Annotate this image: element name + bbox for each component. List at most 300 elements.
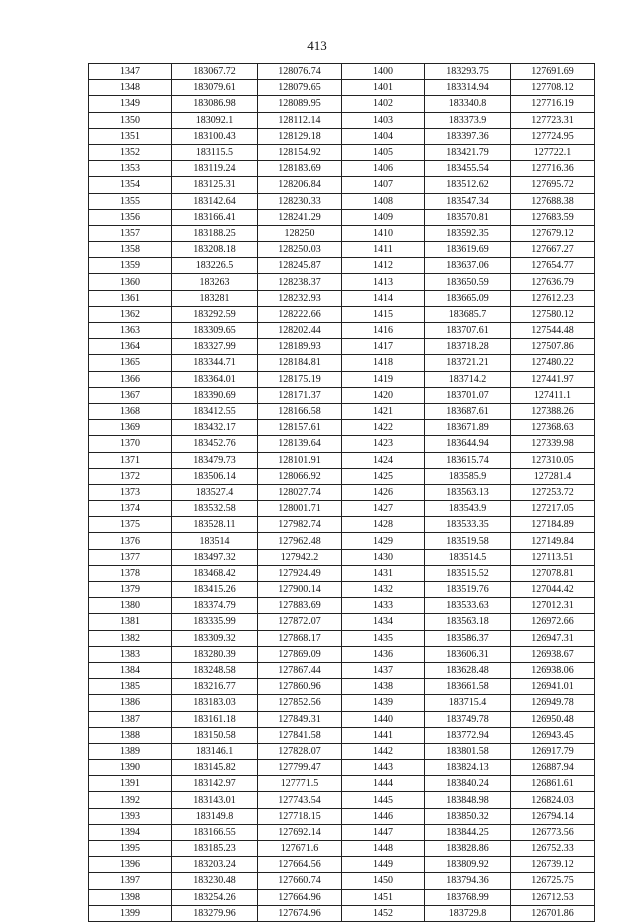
point-number-cell: 1411: [342, 242, 425, 258]
y-coordinate-cell: 127544.48: [511, 323, 595, 339]
table-row: [89, 323, 595, 339]
point-number-cell: 1404: [342, 128, 425, 144]
point-number-cell: 1408: [342, 193, 425, 209]
point-number-cell: 1371: [89, 452, 172, 468]
x-coordinate-cell: 183166.55: [172, 824, 258, 840]
x-coordinate-cell: 183586.37: [425, 630, 511, 646]
point-number-cell: 1365: [89, 355, 172, 371]
point-number-cell: 1397: [89, 873, 172, 889]
table-row: [89, 355, 595, 371]
x-coordinate-cell: 183661.58: [425, 679, 511, 695]
point-number-cell: 1427: [342, 501, 425, 517]
point-number-cell: 1405: [342, 144, 425, 160]
y-coordinate-cell: 127716.19: [511, 96, 595, 112]
y-coordinate-cell: 128079.65: [258, 80, 342, 96]
x-coordinate-cell: 183432.17: [172, 420, 258, 436]
table-row: [89, 112, 595, 128]
y-coordinate-cell: 127695.72: [511, 177, 595, 193]
table-row: [89, 873, 595, 889]
y-coordinate-cell: 128001.71: [258, 501, 342, 517]
x-coordinate-cell: 183254.26: [172, 889, 258, 905]
x-coordinate-cell: 183650.59: [425, 274, 511, 290]
point-number-cell: 1414: [342, 290, 425, 306]
y-coordinate-cell: 127962.48: [258, 533, 342, 549]
table-row: [89, 161, 595, 177]
table-row: [89, 679, 595, 695]
point-number-cell: 1363: [89, 323, 172, 339]
x-coordinate-cell: 183479.73: [172, 452, 258, 468]
x-coordinate-cell: 183314.94: [425, 80, 511, 96]
x-coordinate-cell: 183161.18: [172, 711, 258, 727]
table-row: [89, 290, 595, 306]
point-number-cell: 1383: [89, 646, 172, 662]
table-row: [89, 387, 595, 403]
y-coordinate-cell: 126773.56: [511, 824, 595, 840]
point-number-cell: 1419: [342, 371, 425, 387]
y-coordinate-cell: 126938.06: [511, 662, 595, 678]
table-row: [89, 857, 595, 873]
x-coordinate-cell: 183230.48: [172, 873, 258, 889]
point-number-cell: 1445: [342, 792, 425, 808]
table-row: [89, 501, 595, 517]
x-coordinate-cell: 183226.5: [172, 258, 258, 274]
point-number-cell: 1443: [342, 760, 425, 776]
x-coordinate-cell: 183563.18: [425, 614, 511, 630]
x-coordinate-cell: 183115.5: [172, 144, 258, 160]
point-number-cell: 1374: [89, 501, 172, 517]
x-coordinate-cell: 183563.13: [425, 484, 511, 500]
point-number-cell: 1439: [342, 695, 425, 711]
point-number-cell: 1377: [89, 549, 172, 565]
x-coordinate-cell: 183850.32: [425, 808, 511, 824]
point-number-cell: 1401: [342, 80, 425, 96]
table-row: [89, 598, 595, 614]
y-coordinate-cell: 127217.05: [511, 501, 595, 517]
point-number-cell: 1354: [89, 177, 172, 193]
x-coordinate-cell: 183145.82: [172, 760, 258, 776]
y-coordinate-cell: 127012.31: [511, 598, 595, 614]
y-coordinate-cell: 127654.77: [511, 258, 595, 274]
point-number-cell: 1425: [342, 468, 425, 484]
y-coordinate-cell: 127883.69: [258, 598, 342, 614]
point-number-cell: 1372: [89, 468, 172, 484]
point-number-cell: 1393: [89, 808, 172, 824]
point-number-cell: 1384: [89, 662, 172, 678]
y-coordinate-cell: 126861.61: [511, 776, 595, 792]
x-coordinate-cell: 183715.4: [425, 695, 511, 711]
point-number-cell: 1424: [342, 452, 425, 468]
x-coordinate-cell: 183628.48: [425, 662, 511, 678]
x-coordinate-cell: 183327.99: [172, 339, 258, 355]
x-coordinate-cell: 183421.79: [425, 144, 511, 160]
point-number-cell: 1362: [89, 306, 172, 322]
y-coordinate-cell: 127942.2: [258, 549, 342, 565]
point-number-cell: 1416: [342, 323, 425, 339]
x-coordinate-cell: 183146.1: [172, 743, 258, 759]
x-coordinate-cell: 183143.01: [172, 792, 258, 808]
x-coordinate-cell: 183794.36: [425, 873, 511, 889]
point-number-cell: 1444: [342, 776, 425, 792]
table-row: [89, 306, 595, 322]
x-coordinate-cell: 183533.35: [425, 517, 511, 533]
point-number-cell: 1373: [89, 484, 172, 500]
table-row: [89, 776, 595, 792]
x-coordinate-cell: 183119.24: [172, 161, 258, 177]
point-number-cell: 1370: [89, 436, 172, 452]
table-row: [89, 533, 595, 549]
x-coordinate-cell: 183263: [172, 274, 258, 290]
y-coordinate-cell: 127636.79: [511, 274, 595, 290]
point-number-cell: 1438: [342, 679, 425, 695]
point-number-cell: 1448: [342, 841, 425, 857]
x-coordinate-cell: 183183.03: [172, 695, 258, 711]
point-number-cell: 1452: [342, 905, 425, 921]
y-coordinate-cell: 128202.44: [258, 323, 342, 339]
y-coordinate-cell: 128129.18: [258, 128, 342, 144]
point-number-cell: 1410: [342, 225, 425, 241]
x-coordinate-cell: 183527.4: [172, 484, 258, 500]
y-coordinate-cell: 127743.54: [258, 792, 342, 808]
x-coordinate-cell: 183125.31: [172, 177, 258, 193]
point-number-cell: 1449: [342, 857, 425, 873]
point-number-cell: 1412: [342, 258, 425, 274]
y-coordinate-cell: 128183.69: [258, 161, 342, 177]
x-coordinate-cell: 183142.64: [172, 193, 258, 209]
table-row: [89, 582, 595, 598]
point-number-cell: 1395: [89, 841, 172, 857]
y-coordinate-cell: 128076.74: [258, 64, 342, 80]
x-coordinate-cell: 183547.34: [425, 193, 511, 209]
y-coordinate-cell: 127253.72: [511, 484, 595, 500]
point-number-cell: 1381: [89, 614, 172, 630]
y-coordinate-cell: 128222.66: [258, 306, 342, 322]
y-coordinate-cell: 126917.79: [511, 743, 595, 759]
point-number-cell: 1407: [342, 177, 425, 193]
y-coordinate-cell: 127982.74: [258, 517, 342, 533]
table-row: [89, 144, 595, 160]
y-coordinate-cell: 127149.84: [511, 533, 595, 549]
x-coordinate-cell: 183644.94: [425, 436, 511, 452]
point-number-cell: 1413: [342, 274, 425, 290]
y-coordinate-cell: 127828.07: [258, 743, 342, 759]
x-coordinate-cell: 183840.24: [425, 776, 511, 792]
x-coordinate-cell: 183344.71: [172, 355, 258, 371]
point-number-cell: 1375: [89, 517, 172, 533]
y-coordinate-cell: 127580.12: [511, 306, 595, 322]
y-coordinate-cell: 128171.37: [258, 387, 342, 403]
table-row: [89, 64, 595, 80]
y-coordinate-cell: 127708.12: [511, 80, 595, 96]
point-number-cell: 1436: [342, 646, 425, 662]
point-number-cell: 1391: [89, 776, 172, 792]
x-coordinate-cell: 183707.61: [425, 323, 511, 339]
x-coordinate-cell: 183092.1: [172, 112, 258, 128]
x-coordinate-cell: 183768.99: [425, 889, 511, 905]
point-number-cell: 1420: [342, 387, 425, 403]
point-number-cell: 1396: [89, 857, 172, 873]
point-number-cell: 1359: [89, 258, 172, 274]
point-number-cell: 1357: [89, 225, 172, 241]
y-coordinate-cell: 126725.75: [511, 873, 595, 889]
y-coordinate-cell: 127691.69: [511, 64, 595, 80]
y-coordinate-cell: 127722.1: [511, 144, 595, 160]
table-row: [89, 695, 595, 711]
y-coordinate-cell: 127660.74: [258, 873, 342, 889]
point-number-cell: 1399: [89, 905, 172, 921]
x-coordinate-cell: 183455.54: [425, 161, 511, 177]
x-coordinate-cell: 183749.78: [425, 711, 511, 727]
x-coordinate-cell: 183685.7: [425, 306, 511, 322]
table-row: [89, 662, 595, 678]
y-coordinate-cell: 127679.12: [511, 225, 595, 241]
y-coordinate-cell: 127664.56: [258, 857, 342, 873]
x-coordinate-cell: 183340.8: [425, 96, 511, 112]
point-number-cell: 1447: [342, 824, 425, 840]
x-coordinate-cell: 183149.8: [172, 808, 258, 824]
point-number-cell: 1432: [342, 582, 425, 598]
point-number-cell: 1430: [342, 549, 425, 565]
point-number-cell: 1382: [89, 630, 172, 646]
y-coordinate-cell: 127692.14: [258, 824, 342, 840]
x-coordinate-cell: 183729.8: [425, 905, 511, 921]
x-coordinate-cell: 183452.76: [172, 436, 258, 452]
y-coordinate-cell: 127723.31: [511, 112, 595, 128]
x-coordinate-cell: 183335.99: [172, 614, 258, 630]
y-coordinate-cell: 128238.37: [258, 274, 342, 290]
point-number-cell: 1369: [89, 420, 172, 436]
x-coordinate-cell: 183185.23: [172, 841, 258, 857]
x-coordinate-cell: 183570.81: [425, 209, 511, 225]
point-number-cell: 1358: [89, 242, 172, 258]
y-coordinate-cell: 128230.33: [258, 193, 342, 209]
table-row: [89, 646, 595, 662]
table-row: [89, 225, 595, 241]
point-number-cell: 1364: [89, 339, 172, 355]
x-coordinate-cell: 183514: [172, 533, 258, 549]
x-coordinate-cell: 183687.61: [425, 403, 511, 419]
y-coordinate-cell: 127480.22: [511, 355, 595, 371]
point-number-cell: 1389: [89, 743, 172, 759]
x-coordinate-cell: 183373.9: [425, 112, 511, 128]
x-coordinate-cell: 183309.32: [172, 630, 258, 646]
point-number-cell: 1400: [342, 64, 425, 80]
y-coordinate-cell: 127860.96: [258, 679, 342, 695]
table-row: [89, 565, 595, 581]
x-coordinate-cell: 183718.28: [425, 339, 511, 355]
y-coordinate-cell: 126950.48: [511, 711, 595, 727]
y-coordinate-cell: 128206.84: [258, 177, 342, 193]
y-coordinate-cell: 127683.59: [511, 209, 595, 225]
page-number: 413: [307, 38, 327, 53]
point-number-cell: 1403: [342, 112, 425, 128]
y-coordinate-cell: 126824.03: [511, 792, 595, 808]
x-coordinate-cell: 183506.14: [172, 468, 258, 484]
y-coordinate-cell: 126701.86: [511, 905, 595, 921]
y-coordinate-cell: 128154.92: [258, 144, 342, 160]
y-coordinate-cell: 128089.95: [258, 96, 342, 112]
table-row: [89, 371, 595, 387]
x-coordinate-cell: 183848.98: [425, 792, 511, 808]
y-coordinate-cell: 127281.4: [511, 468, 595, 484]
point-number-cell: 1379: [89, 582, 172, 598]
y-coordinate-cell: 127664.96: [258, 889, 342, 905]
point-number-cell: 1446: [342, 808, 425, 824]
y-coordinate-cell: 127718.15: [258, 808, 342, 824]
y-coordinate-cell: 127044.42: [511, 582, 595, 598]
y-coordinate-cell: 127852.56: [258, 695, 342, 711]
y-coordinate-cell: 127674.96: [258, 905, 342, 921]
y-coordinate-cell: 128101.91: [258, 452, 342, 468]
point-number-cell: 1440: [342, 711, 425, 727]
point-number-cell: 1451: [342, 889, 425, 905]
point-number-cell: 1426: [342, 484, 425, 500]
x-coordinate-cell: 183248.58: [172, 662, 258, 678]
x-coordinate-cell: 183615.74: [425, 452, 511, 468]
point-number-cell: 1442: [342, 743, 425, 759]
y-coordinate-cell: 126947.31: [511, 630, 595, 646]
point-number-cell: 1387: [89, 711, 172, 727]
table-row: [89, 258, 595, 274]
table-row: [89, 792, 595, 808]
point-number-cell: 1398: [89, 889, 172, 905]
table-row: [89, 128, 595, 144]
y-coordinate-cell: 127507.86: [511, 339, 595, 355]
point-number-cell: 1355: [89, 193, 172, 209]
y-coordinate-cell: 127339.98: [511, 436, 595, 452]
x-coordinate-cell: 183364.01: [172, 371, 258, 387]
point-number-cell: 1360: [89, 274, 172, 290]
y-coordinate-cell: 127869.09: [258, 646, 342, 662]
y-coordinate-cell: 126887.94: [511, 760, 595, 776]
point-number-cell: 1390: [89, 760, 172, 776]
y-coordinate-cell: 127310.05: [511, 452, 595, 468]
y-coordinate-cell: 127411.1: [511, 387, 595, 403]
x-coordinate-cell: 183532.58: [172, 501, 258, 517]
table-row: [89, 452, 595, 468]
y-coordinate-cell: 127688.38: [511, 193, 595, 209]
x-coordinate-cell: 183397.36: [425, 128, 511, 144]
x-coordinate-cell: 183412.55: [172, 403, 258, 419]
x-coordinate-cell: 183142.97: [172, 776, 258, 792]
y-coordinate-cell: 128232.93: [258, 290, 342, 306]
table-row: [89, 549, 595, 565]
point-number-cell: 1431: [342, 565, 425, 581]
point-number-cell: 1392: [89, 792, 172, 808]
x-coordinate-cell: 183512.62: [425, 177, 511, 193]
x-coordinate-cell: 183216.77: [172, 679, 258, 695]
x-coordinate-cell: 183701.07: [425, 387, 511, 403]
point-number-cell: 1353: [89, 161, 172, 177]
table-row: [89, 841, 595, 857]
x-coordinate-cell: 183166.41: [172, 209, 258, 225]
coordinates-table: [88, 63, 595, 922]
x-coordinate-cell: 183309.65: [172, 323, 258, 339]
point-number-cell: 1406: [342, 161, 425, 177]
y-coordinate-cell: 126794.14: [511, 808, 595, 824]
point-number-cell: 1423: [342, 436, 425, 452]
x-coordinate-cell: 183828.86: [425, 841, 511, 857]
point-number-cell: 1434: [342, 614, 425, 630]
point-number-cell: 1394: [89, 824, 172, 840]
coordinates-table-body: [89, 64, 595, 922]
point-number-cell: 1417: [342, 339, 425, 355]
point-number-cell: 1349: [89, 96, 172, 112]
x-coordinate-cell: 183528.11: [172, 517, 258, 533]
x-coordinate-cell: 183543.9: [425, 501, 511, 517]
point-number-cell: 1402: [342, 96, 425, 112]
x-coordinate-cell: 183390.69: [172, 387, 258, 403]
point-number-cell: 1433: [342, 598, 425, 614]
y-coordinate-cell: 127368.63: [511, 420, 595, 436]
y-coordinate-cell: 128175.19: [258, 371, 342, 387]
point-number-cell: 1409: [342, 209, 425, 225]
y-coordinate-cell: 126972.66: [511, 614, 595, 630]
x-coordinate-cell: 183519.76: [425, 582, 511, 598]
point-number-cell: 1435: [342, 630, 425, 646]
x-coordinate-cell: 183067.72: [172, 64, 258, 80]
point-number-cell: 1347: [89, 64, 172, 80]
point-number-cell: 1367: [89, 387, 172, 403]
table-row: [89, 436, 595, 452]
y-coordinate-cell: 128245.87: [258, 258, 342, 274]
y-coordinate-cell: 127924.49: [258, 565, 342, 581]
y-coordinate-cell: 128250.03: [258, 242, 342, 258]
point-number-cell: 1368: [89, 403, 172, 419]
x-coordinate-cell: 183100.43: [172, 128, 258, 144]
point-number-cell: 1385: [89, 679, 172, 695]
x-coordinate-cell: 183721.21: [425, 355, 511, 371]
x-coordinate-cell: 183533.63: [425, 598, 511, 614]
y-coordinate-cell: 127868.17: [258, 630, 342, 646]
x-coordinate-cell: 183415.26: [172, 582, 258, 598]
table-row: [89, 711, 595, 727]
point-number-cell: 1366: [89, 371, 172, 387]
point-number-cell: 1388: [89, 727, 172, 743]
y-coordinate-cell: 127771.5: [258, 776, 342, 792]
x-coordinate-cell: 183809.92: [425, 857, 511, 873]
x-coordinate-cell: 183079.61: [172, 80, 258, 96]
table-row: [89, 905, 595, 921]
x-coordinate-cell: 183519.58: [425, 533, 511, 549]
x-coordinate-cell: 183293.75: [425, 64, 511, 80]
x-coordinate-cell: 183665.09: [425, 290, 511, 306]
x-coordinate-cell: 183619.69: [425, 242, 511, 258]
point-number-cell: 1348: [89, 80, 172, 96]
point-number-cell: 1361: [89, 290, 172, 306]
y-coordinate-cell: 126712.53: [511, 889, 595, 905]
x-coordinate-cell: 183208.18: [172, 242, 258, 258]
y-coordinate-cell: 127872.07: [258, 614, 342, 630]
y-coordinate-cell: 128066.92: [258, 468, 342, 484]
x-coordinate-cell: 183844.25: [425, 824, 511, 840]
y-coordinate-cell: 126739.12: [511, 857, 595, 873]
point-number-cell: 1437: [342, 662, 425, 678]
x-coordinate-cell: 183585.9: [425, 468, 511, 484]
table-row: [89, 614, 595, 630]
point-number-cell: 1352: [89, 144, 172, 160]
y-coordinate-cell: 128157.61: [258, 420, 342, 436]
table-row: [89, 760, 595, 776]
table-row: [89, 96, 595, 112]
table-row: [89, 420, 595, 436]
table-row: [89, 403, 595, 419]
table-row: [89, 193, 595, 209]
y-coordinate-cell: 128250: [258, 225, 342, 241]
y-coordinate-cell: 127799.47: [258, 760, 342, 776]
y-coordinate-cell: 127900.14: [258, 582, 342, 598]
point-number-cell: 1376: [89, 533, 172, 549]
y-coordinate-cell: 126752.33: [511, 841, 595, 857]
